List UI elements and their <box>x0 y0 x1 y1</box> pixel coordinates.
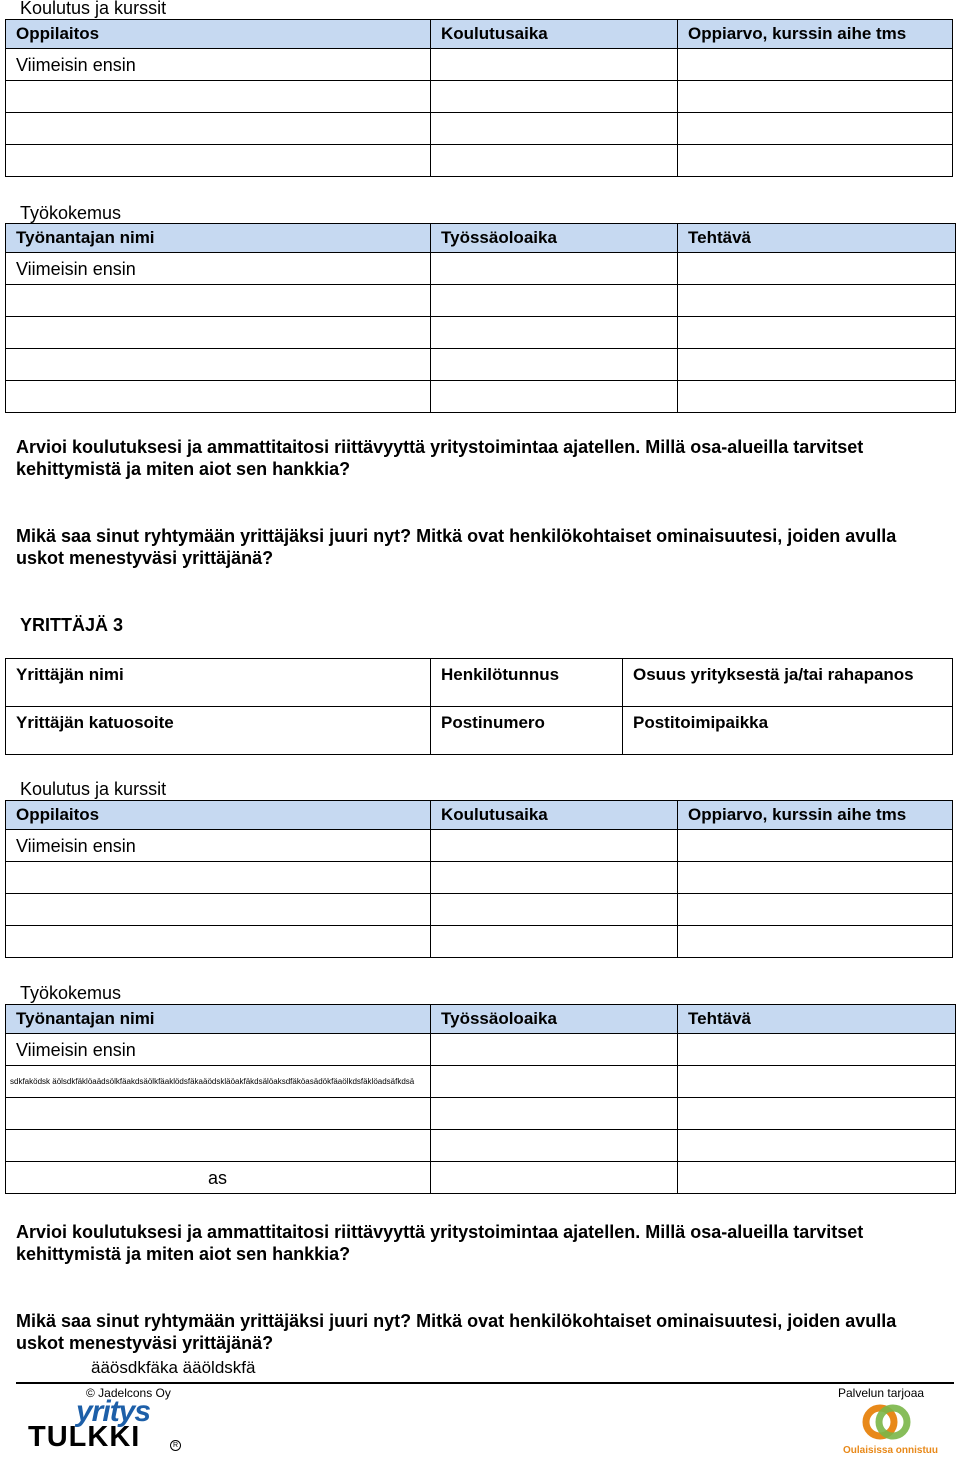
education-table-1 <box>5 19 953 177</box>
question-skills-2: Arvioi koulutuksesi ja ammattitaitosi riittävyyttä yritystoimintaa ajatellen. Millä osa-alueilla tarvitset kehittymistä ja miten aiot sen hankkia? <box>16 1222 864 1264</box>
table-cell[interactable] <box>6 1098 431 1130</box>
logo-yritys-text: yritys <box>76 1395 151 1428</box>
field-henkilotunnus[interactable]: Henkilötunnus <box>431 659 623 707</box>
table-cell[interactable] <box>431 1034 678 1066</box>
table-cell[interactable]: sdkfaködsk äölsdkfäklöaädsölkfäakdsäölkfäaklödsfäkaäödskläöakfäkdsälöaksdfäköasädökfäaölkdsfäklöadsäfkdsä <box>6 1066 431 1098</box>
table-cell[interactable] <box>678 830 953 862</box>
header-tyossaoloaika: Työssäoloaika <box>431 224 678 253</box>
table-cell[interactable] <box>431 862 678 894</box>
table-cell[interactable] <box>431 894 678 926</box>
table-cell[interactable] <box>678 1162 956 1194</box>
work-title-2: Työkokemus <box>20 983 122 1003</box>
table-cell[interactable] <box>6 285 431 317</box>
table-cell[interactable] <box>431 1066 678 1098</box>
table-cell[interactable] <box>678 145 953 177</box>
table-cell[interactable]: Viimeisin ensin <box>6 49 431 81</box>
table-cell[interactable] <box>431 349 678 381</box>
table-cell[interactable] <box>678 349 956 381</box>
table-cell[interactable] <box>678 285 956 317</box>
header-tehtava: Tehtävä <box>678 1005 956 1034</box>
education-title-2: Koulutus ja kurssit <box>20 779 167 799</box>
header-tyonantaja: Työnantajan nimi <box>6 1005 431 1034</box>
registered-icon: R <box>170 1440 181 1451</box>
table-cell[interactable] <box>678 113 953 145</box>
header-koulutusaika: Koulutusaika <box>431 801 678 830</box>
answer-text[interactable]: ääösdkfäka ääöldskfä <box>91 1358 256 1377</box>
table-cell[interactable]: as <box>6 1162 431 1194</box>
oulainen-logo-text: Oulaisissa onnistuu <box>843 1445 939 1456</box>
table-cell[interactable]: Viimeisin ensin <box>6 830 431 862</box>
table-cell[interactable] <box>431 285 678 317</box>
work-table-1 <box>5 223 956 413</box>
table-cell[interactable]: Viimeisin ensin <box>6 253 431 285</box>
table-cell[interactable] <box>678 894 953 926</box>
field-postinumero[interactable]: Postinumero <box>431 707 623 755</box>
header-oppiarvo: Oppiarvo, kurssin aihe tms <box>678 20 953 49</box>
table-cell[interactable] <box>678 1130 956 1162</box>
education-table-2 <box>5 800 953 958</box>
table-cell[interactable] <box>431 81 678 113</box>
table-cell[interactable] <box>678 926 953 958</box>
table-cell[interactable] <box>431 113 678 145</box>
logo-tulkki-text: TULKKI <box>28 1421 141 1453</box>
oulainen-rings-icon <box>840 1402 932 1444</box>
table-cell[interactable] <box>431 381 678 413</box>
table-cell[interactable] <box>678 381 956 413</box>
entrepreneur-3-title: YRITTÄJÄ 3 <box>20 615 124 635</box>
table-cell[interactable] <box>678 49 953 81</box>
field-katuosoite[interactable]: Yrittäjän katuosoite <box>6 707 431 755</box>
table-cell[interactable] <box>6 145 431 177</box>
table-cell[interactable] <box>431 926 678 958</box>
table-cell[interactable] <box>678 1098 956 1130</box>
table-cell[interactable] <box>678 317 956 349</box>
field-postitoimipaikka[interactable]: Postitoimipaikka <box>623 707 953 755</box>
table-cell[interactable] <box>678 862 953 894</box>
question-skills-1: Arvioi koulutuksesi ja ammattitaitosi riittävyyttä yritystoimintaa ajatellen. Millä osa-alueilla tarvitset kehittymistä ja miten aiot sen hankkia? <box>16 437 864 479</box>
header-koulutusaika: Koulutusaika <box>431 20 678 49</box>
table-cell[interactable] <box>6 349 431 381</box>
header-oppilaitos: Oppilaitos <box>6 801 431 830</box>
table-cell[interactable] <box>6 113 431 145</box>
work-title-1: Työkokemus <box>20 203 122 223</box>
table-cell[interactable] <box>431 830 678 862</box>
table-cell[interactable] <box>678 253 956 285</box>
table-cell[interactable] <box>431 145 678 177</box>
table-cell[interactable] <box>6 894 431 926</box>
table-cell[interactable] <box>678 81 953 113</box>
table-cell[interactable] <box>6 317 431 349</box>
yritystulkki-logo <box>26 1395 186 1454</box>
header-oppiarvo: Oppiarvo, kurssin aihe tms <box>678 801 953 830</box>
table-cell[interactable] <box>6 381 431 413</box>
field-yrittajan-nimi[interactable]: Yrittäjän nimi <box>6 659 431 707</box>
table-cell[interactable] <box>678 1066 956 1098</box>
header-tyonantaja: Työnantajan nimi <box>6 224 431 253</box>
education-title-1: Koulutus ja kurssit <box>20 0 167 18</box>
table-cell[interactable] <box>431 1162 678 1194</box>
question-motivation-2: Mikä saa sinut ryhtymään yrittäjäksi juuri nyt? Mitkä ovat henkilökohtaiset ominaisuutesi, joiden avulla uskot menestyväsi yrittäjänä? <box>16 1311 897 1353</box>
table-cell[interactable] <box>431 1130 678 1162</box>
table-cell[interactable] <box>431 1098 678 1130</box>
copyright-text: © Jadelcons Oy <box>86 1386 171 1400</box>
table-cell[interactable] <box>431 49 678 81</box>
field-osuus[interactable]: Osuus yrityksestä ja/tai rahapanos <box>623 659 953 707</box>
table-cell[interactable]: Viimeisin ensin <box>6 1034 431 1066</box>
entrepreneur-3-table <box>5 658 953 755</box>
question-motivation-1: Mikä saa sinut ryhtymään yrittäjäksi juuri nyt? Mitkä ovat henkilökohtaiset ominaisuutesi, joiden avulla uskot menestyväsi yrittäjänä? <box>16 526 897 568</box>
header-tehtava: Tehtävä <box>678 224 956 253</box>
table-cell[interactable] <box>6 862 431 894</box>
footer-divider <box>16 1382 954 1384</box>
work-table-2 <box>5 1004 956 1194</box>
table-cell[interactable] <box>6 1130 431 1162</box>
table-cell[interactable] <box>431 317 678 349</box>
provider-text: Palvelun tarjoaa <box>838 1386 925 1400</box>
table-cell[interactable] <box>6 926 431 958</box>
oulainen-logo <box>840 1402 939 1458</box>
header-oppilaitos: Oppilaitos <box>6 20 431 49</box>
header-tyossaoloaika: Työssäoloaika <box>431 1005 678 1034</box>
table-cell[interactable] <box>431 253 678 285</box>
table-cell[interactable] <box>678 1034 956 1066</box>
table-cell[interactable] <box>6 81 431 113</box>
